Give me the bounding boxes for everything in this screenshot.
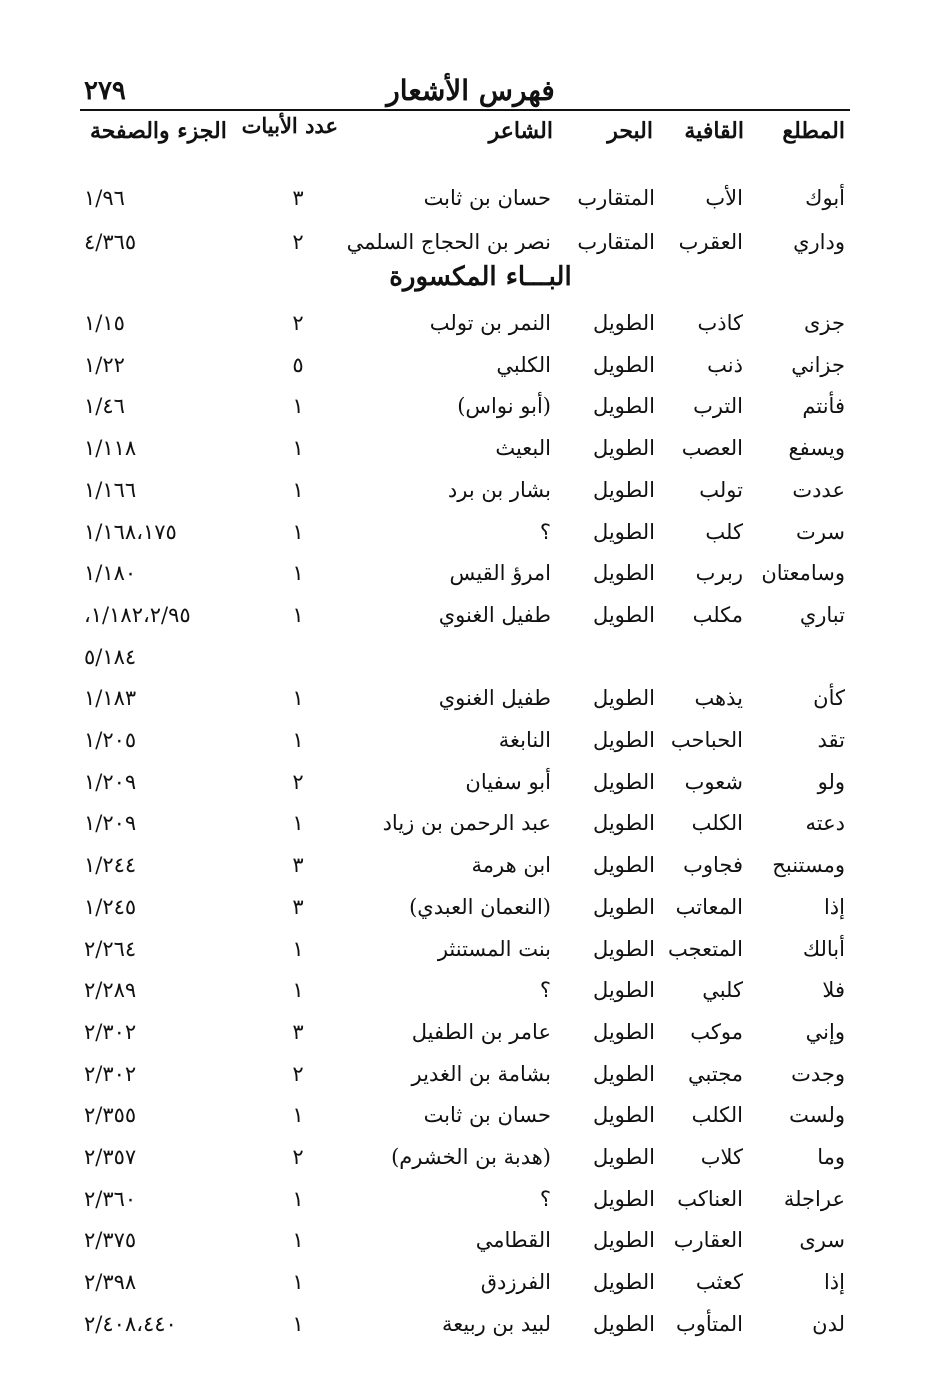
table-row <box>0 686 941 726</box>
cell-bahr: الطويل <box>592 770 655 794</box>
cell-page: ٥/١٨٤ <box>84 645 137 669</box>
cell-page: ١/١٨٣ <box>84 686 137 710</box>
cell-qafiya: موكب <box>690 1020 743 1044</box>
cell-page: ٢/٣٧٥ <box>84 1228 137 1252</box>
cell-qafiya: المتعجب <box>667 937 743 961</box>
cell-qafiya: الأب <box>705 186 743 210</box>
table-row <box>0 853 941 893</box>
table-row <box>0 645 941 685</box>
cell-qafiya: الكلب <box>691 1103 743 1127</box>
table-row <box>0 603 941 643</box>
cell-matla: إذا <box>823 1270 845 1294</box>
cell-shaer: لبيد بن ربيعة <box>442 1312 551 1336</box>
cell-shaer: (هدبة بن الخشرم) <box>391 1145 551 1169</box>
cell-matla: جزى <box>803 311 845 335</box>
cell-count: ٢ <box>292 1062 304 1086</box>
cell-page: ٢/٢٦٤ <box>84 937 137 961</box>
cell-page: ١/٢٠٥ <box>84 728 137 752</box>
cell-qafiya: المعاتب <box>675 895 743 919</box>
cell-count: ١ <box>292 478 304 502</box>
cell-page: ١/١٨٢،٢/٩٥، <box>84 603 191 627</box>
cell-qafiya: الترب <box>693 394 743 418</box>
cell-page: ١/٢٤٤ <box>84 853 137 877</box>
cell-matla: جزاني <box>791 353 845 377</box>
cell-shaer: نصر بن الحجاج السلمي <box>346 230 551 254</box>
cell-shaer: امرؤ القيس <box>449 561 551 585</box>
cell-page: ١/٩٦ <box>84 186 125 210</box>
table-row <box>0 394 941 434</box>
cell-page: ١/١٦٨،١٧٥ <box>84 520 177 544</box>
cell-shaer: ؟ <box>539 1187 551 1211</box>
cell-bahr: الطويل <box>592 1270 655 1294</box>
cell-shaer: (أبو نواس) <box>457 394 551 418</box>
table-row <box>0 561 941 601</box>
cell-bahr: الطويل <box>592 1062 655 1086</box>
cell-count: ١ <box>292 436 304 460</box>
table-row <box>0 311 941 351</box>
cell-count: ١ <box>292 686 304 710</box>
cell-page: ١/٢٤٥ <box>84 895 137 919</box>
cell-count: ١ <box>292 520 304 544</box>
column-header-bahr: البحر <box>607 118 653 144</box>
table-row <box>0 1312 941 1352</box>
cell-qafiya: ذنب <box>707 353 743 377</box>
cell-page: ٢/٣٩٨ <box>84 1270 137 1294</box>
cell-bahr: المتقارب <box>577 230 655 254</box>
cell-qafiya: فجاوب <box>683 853 743 877</box>
cell-count: ٣ <box>292 1020 304 1044</box>
cell-qafiya: العصب <box>681 436 743 460</box>
cell-qafiya: كلاب <box>700 1145 743 1169</box>
cell-shaer: طفيل الغنوي <box>438 686 551 710</box>
cell-page: ٤/٣٦٥ <box>84 230 137 254</box>
cell-qafiya: كعثب <box>695 1270 743 1294</box>
table-row <box>0 937 941 977</box>
cell-shaer: النمر بن تولب <box>429 311 551 335</box>
cell-count: ١ <box>292 937 304 961</box>
cell-shaer: الكلبي <box>496 353 551 377</box>
page-number: ٢٧٩ <box>84 76 126 106</box>
cell-bahr: الطويل <box>592 978 655 1002</box>
cell-matla: وما <box>817 1145 845 1169</box>
cell-matla: دعته <box>805 811 845 835</box>
cell-count: ١ <box>292 1312 304 1336</box>
cell-shaer: البعيث <box>495 436 551 460</box>
column-header-qafiya: القافية <box>684 118 744 144</box>
cell-page: ١/٤٦ <box>84 394 125 418</box>
cell-page: ١/١٨٠ <box>84 561 137 585</box>
cell-bahr: الطويل <box>592 1145 655 1169</box>
cell-shaer: ؟ <box>539 978 551 1002</box>
table-row <box>0 1062 941 1102</box>
cell-shaer: بشامة بن الغدير <box>411 1062 551 1086</box>
cell-shaer: الفرزدق <box>480 1270 551 1294</box>
cell-matla: فأنتم <box>802 394 845 418</box>
cell-matla: وداري <box>793 230 845 254</box>
cell-page: ١/٢٠٩ <box>84 811 137 835</box>
table-row <box>0 353 941 393</box>
cell-qafiya: كلب <box>705 520 743 544</box>
cell-page: ١/٢٠٩ <box>84 770 137 794</box>
cell-count: ٥ <box>292 353 304 377</box>
cell-qafiya: الكلب <box>691 811 743 835</box>
cell-count: ٣ <box>292 895 304 919</box>
cell-matla: فلا <box>822 978 845 1002</box>
cell-page: ١/٢٢ <box>84 353 125 377</box>
cell-matla: عددت <box>792 478 845 502</box>
cell-count: ١ <box>292 1103 304 1127</box>
cell-qafiya: العقرب <box>678 230 743 254</box>
table-row <box>0 1187 941 1227</box>
column-header-shaer: الشاعر <box>488 118 553 144</box>
cell-matla: وسامعتان <box>761 561 845 585</box>
cell-page: ٢/٣٥٥ <box>84 1103 137 1127</box>
cell-matla: إذا <box>823 895 845 919</box>
table-row <box>0 770 941 810</box>
section-heading: البـــاء المكسورة <box>389 262 572 292</box>
cell-matla: أبوك <box>805 186 845 210</box>
cell-page: ٢/٢٨٩ <box>84 978 137 1002</box>
cell-qafiya: مكلب <box>692 603 743 627</box>
table-row <box>0 895 941 935</box>
cell-bahr: الطويل <box>592 728 655 752</box>
cell-page: ٢/٣٥٧ <box>84 1145 137 1169</box>
cell-bahr: المتقارب <box>577 186 655 210</box>
table-row <box>0 1228 941 1268</box>
page-title: فهرس الأشعار <box>386 74 555 107</box>
cell-page: ١/١٦٦ <box>84 478 137 502</box>
cell-bahr: الطويل <box>592 311 655 335</box>
cell-qafiya: الحباحب <box>670 728 743 752</box>
cell-bahr: الطويل <box>592 520 655 544</box>
cell-count: ١ <box>292 811 304 835</box>
cell-matla: عراجلة <box>783 1187 845 1211</box>
cell-count: ١ <box>292 728 304 752</box>
cell-matla: لدن <box>812 1312 845 1336</box>
cell-matla: تباري <box>799 603 845 627</box>
cell-bahr: الطويل <box>592 436 655 460</box>
table-row <box>0 186 941 226</box>
cell-page: ٢/٣٠٢ <box>84 1020 137 1044</box>
cell-count: ٣ <box>292 186 304 210</box>
table-row <box>0 436 941 476</box>
table-row <box>0 1020 941 1060</box>
cell-matla: تقد <box>817 728 845 752</box>
column-header-count: عدد الأبيات <box>241 113 338 138</box>
cell-count: ١ <box>292 394 304 418</box>
cell-qafiya: كاذب <box>697 311 743 335</box>
cell-qafiya: العناكب <box>677 1187 743 1211</box>
cell-shaer: النابغة <box>498 728 551 752</box>
cell-bahr: الطويل <box>592 1020 655 1044</box>
table-row <box>0 728 941 768</box>
column-header-page: الجزء والصفحة <box>90 118 227 144</box>
cell-matla: كأن <box>813 686 845 710</box>
cell-matla: ولست <box>789 1103 845 1127</box>
cell-count: ٢ <box>292 770 304 794</box>
cell-shaer: حسان بن ثابت <box>423 1103 551 1127</box>
cell-page: ٢/٤٠٨،٤٤٠ <box>84 1312 177 1336</box>
table-row <box>0 978 941 1018</box>
cell-bahr: الطويل <box>592 1187 655 1211</box>
cell-bahr: الطويل <box>592 561 655 585</box>
table-row <box>0 811 941 851</box>
cell-qafiya: ربرب <box>695 561 743 585</box>
cell-matla: سرى <box>799 1228 845 1252</box>
cell-qafiya: يذهب <box>694 686 743 710</box>
cell-count: ١ <box>292 561 304 585</box>
cell-count: ١ <box>292 1187 304 1211</box>
cell-qafiya: كلبي <box>702 978 743 1002</box>
cell-qafiya: المتأوب <box>675 1312 743 1336</box>
cell-page: ١/١١٨ <box>84 436 137 460</box>
cell-shaer: عامر بن الطفيل <box>411 1020 551 1044</box>
cell-shaer: القطامي <box>475 1228 551 1252</box>
table-row <box>0 1103 941 1143</box>
cell-count: ٣ <box>292 853 304 877</box>
cell-bahr: الطويل <box>592 603 655 627</box>
cell-matla: ولو <box>817 770 845 794</box>
cell-bahr: الطويل <box>592 895 655 919</box>
cell-matla: ومستنبح <box>772 853 845 877</box>
cell-count: ١ <box>292 1228 304 1252</box>
cell-bahr: الطويل <box>592 394 655 418</box>
cell-count: ١ <box>292 978 304 1002</box>
table-row <box>0 520 941 560</box>
table-row <box>0 230 941 270</box>
cell-page: ٢/٣٦٠ <box>84 1187 137 1211</box>
cell-bahr: الطويل <box>592 686 655 710</box>
cell-shaer: حسان بن ثابت <box>423 186 551 210</box>
cell-bahr: الطويل <box>592 853 655 877</box>
cell-qafiya: تولب <box>699 478 743 502</box>
cell-matla: أبالك <box>802 937 845 961</box>
table-row <box>0 1270 941 1310</box>
cell-matla: وجدت <box>791 1062 845 1086</box>
cell-count: ١ <box>292 1270 304 1294</box>
cell-bahr: الطويل <box>592 478 655 502</box>
cell-matla: ويسفع <box>788 436 845 460</box>
cell-qafiya: مجتبي <box>688 1062 743 1086</box>
cell-shaer: بنت المستنثر <box>437 937 551 961</box>
cell-shaer: ؟ <box>539 520 551 544</box>
cell-shaer: بشار بن برد <box>447 478 551 502</box>
cell-bahr: الطويل <box>592 937 655 961</box>
cell-shaer: أبو سفيان <box>465 770 551 794</box>
cell-qafiya: العقارب <box>673 1228 743 1252</box>
column-header-matla: المطلع <box>782 118 845 144</box>
cell-page: ٢/٣٠٢ <box>84 1062 137 1086</box>
cell-qafiya: شعوب <box>684 770 743 794</box>
cell-shaer: عبد الرحمن بن زياد <box>382 811 551 835</box>
cell-count: ٢ <box>292 230 304 254</box>
cell-bahr: الطويل <box>592 1312 655 1336</box>
cell-bahr: الطويل <box>592 1228 655 1252</box>
table-row <box>0 478 941 518</box>
cell-shaer: طفيل الغنوي <box>438 603 551 627</box>
cell-matla: وإني <box>805 1020 845 1044</box>
cell-count: ١ <box>292 603 304 627</box>
cell-count: ٢ <box>292 1145 304 1169</box>
cell-shaer: (النعمان العبدي) <box>409 895 551 919</box>
cell-shaer: ابن هرمة <box>471 853 551 877</box>
cell-bahr: الطويل <box>592 1103 655 1127</box>
cell-bahr: الطويل <box>592 353 655 377</box>
table-row <box>0 1145 941 1185</box>
cell-matla: سرت <box>796 520 845 544</box>
cell-bahr: الطويل <box>592 811 655 835</box>
cell-page: ١/١٥ <box>84 311 125 335</box>
cell-count: ٢ <box>292 311 304 335</box>
